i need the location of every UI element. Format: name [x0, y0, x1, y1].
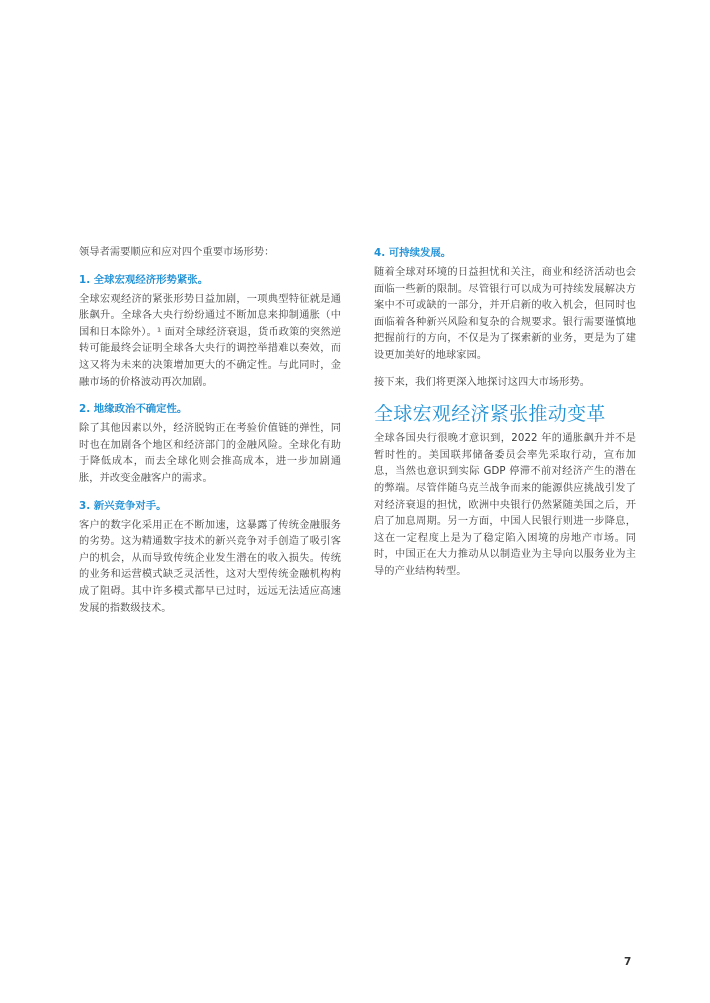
- section-title: 全球宏观经济紧张推动变革: [374, 403, 606, 426]
- paragraph-central-banks: 全球各国央行很晚才意识到，2022 年的通胀飙升并不是暂时性的。美国联邦储备委员会率先采取行动，宣布加息，当然也意识到实际 GDP 停滞不前对经济产生的潜在的弊端。尽管伴随乌克兰战争而来的能源供应挑战引发了对经济衰退的担忧，欧洲中央银行仍然紧随美国之后，开启了加息周期。另一方面，中国人民银行则进一步降息，这在一定程度上是为了稳定陷入困境的房地产市场。同时，中国正在大力推动从以制造业为主导向以服务业为主导的产业结构转型。: [374, 433, 636, 577]
- paragraph-transition: 接下来，我们将更深入地探讨这四大市场形势。: [374, 376, 591, 388]
- heading-geopolitics: 2. 地缘政治不确定性。: [79, 403, 188, 416]
- heading-macro-tension: 1. 全球宏观经济形势紧张。: [79, 273, 209, 286]
- heading-new-competitors: 3. 新兴竞争对手。: [79, 499, 167, 512]
- paragraph-sustainability: 随着全球对环境的日益担忧和关注，商业和经济活动也会面临一些新的限制。尽管银行可以成为可持续发展解决方案中不可或缺的一部分，并开启新的收入机会，但同时也面临着各种新兴风险和复杂的合规要求。银行需要谨慎地把握前行的方向，不仅是为了探索新的业务，更是为了建设更加美好的地球家园。: [374, 267, 636, 361]
- intro-paragraph: 领导者需要顺应和应对四个重要市场形势：: [79, 247, 275, 258]
- left-column: [79, 245, 341, 627]
- paragraph-macro-tension: 全球宏观经济的紧张形势日益加剧，一项典型特征就是通胀飙升。全球各大央行纷纷通过不断加息来抑制通胀（中国和日本除外）。¹ 面对全球经济衰退，货币政策的突然逆转可能最终会证明全球各大央行的调控举措难以奏效，而这又将为未来的决策增加更大的不确定性。与此同时，金融市场的价格波动再次加剧。: [79, 293, 341, 388]
- paragraph-new-competitors: 客户的数字化采用正在不断加速，这暴露了传统金融服务的劣势。这为精通数字技术的新兴竞争对手创造了吸引客户的机会，从而导致传统企业发生潜在的收入损失。传统的业务和运营模式缺乏灵活性，这对大型传统金融机构构成了阻碍。其中许多模式都早已过时，远远无法适应高速发展的指数级技术。: [79, 519, 341, 614]
- right-column: [374, 245, 636, 591]
- page-number: 7: [624, 956, 632, 968]
- paragraph-geopolitics: 除了其他因素以外，经济脱钩正在考验价值链的弹性，同时也在加剧各个地区和经济部门的金融风险。全球化有助于降低成本，而去全球化则会推高成本，进一步加剧通胀，并改变金融客户的需求。: [79, 423, 341, 484]
- heading-sustainability: 4. 可持续发展。: [374, 247, 452, 259]
